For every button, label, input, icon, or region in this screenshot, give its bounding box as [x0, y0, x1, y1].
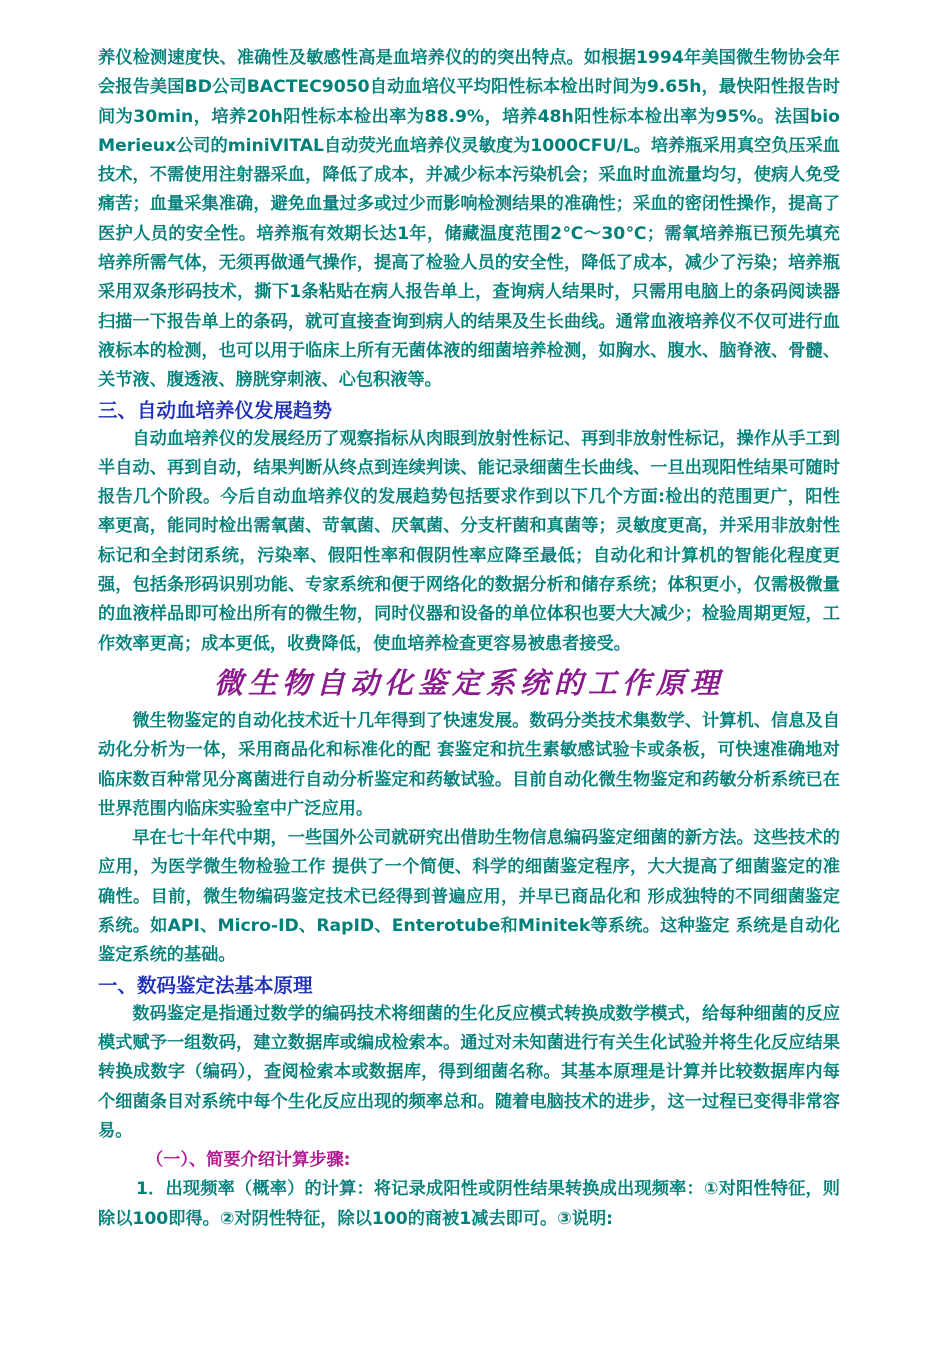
paragraph-blood-culture-features: 养仪检测速度快、准确性及敏感性高是血培养仪的的突出特点。如根据1994年美国微生物协会年会报告美国BD公司BACTEC9050自动血培仪平均阳性标本检出时间为9.65h，最快阳性报告时间为30min，培养20h阳性标本检出率为88.9%，培养48h阳性标本检出率为95%。法国bioMerieux公司的miniVITAL自动荧光血培养仪灵敏度为1000CFU/L。培养瓶采用真空负压采血技术，不需使用注射器采血，降低了成本，并减少标本污染机会；采血时血流量均匀，使病人免受痛苦；血量采集准确，避免血量过多或过少而影响检测结果的准确性；采血的密闭性操作，提高了医护人员的安全性。培养瓶有效期长达1年，储藏温度范围2℃～30℃；需氧培养瓶已预先填充培养所需气体，无须再做通气操作，提高了检验人员的安全性，降低了成本，减少了污染；培养瓶采用双条形码技术，撕下1条粘贴在病人报告单上，查询病人结果时，只需用电脑上的条码阅读器扫描一下报告单上的条码，就可直接查询到病人的结果及生长曲线。通常血液培养仪不仅可进行血液标本的检测，也可以用于临床上所有无菌体液的细菌培养检测，如胸水、腹水、脑脊液、骨髓、关节液、腹透液、膀胱穿刺液、心包积液等。: [98, 48, 840, 391]
paragraph-identification-intro: 微生物鉴定的自动化技术近十几年得到了快速发展。数码分类技术集数学、计算机、信息及自动化分析为一体，采用商品化和标准化的配 套鉴定和抗生素敏感试验卡或条板，可快速准确地对临床数百种常见分离菌进行自动分析鉴定和药敏试验。目前自动化微生物鉴定和药敏分析系统已在世界范围内临床实验室中广泛应用。: [98, 710, 840, 819]
page-title: 微生物自动化鉴定系统的工作原理: [213, 665, 724, 700]
section-heading-trends: 三、自动血培养仪发展趋势: [98, 398, 333, 422]
subheading-calculation-steps: （一）、简要介绍计算步骤:: [146, 1150, 351, 1171]
paragraph-coding-history: 早在七十年代中期，一些国外公司就研究出借助生物信息编码鉴定细菌的新方法。这些技术的应用，为医学微生物检验工作 提供了一个简便、科学的细菌鉴定程序，大大提高了细菌鉴定的准确性。目前，微生物编码鉴定技术已经得到普遍应用，并早已商品化和 形成独特的不同细菌鉴定系统。如API、Micro-ID、RapID、Enterotube和Minitek等系统。这种鉴定 系统是自动化鉴定系统的基础。: [98, 828, 840, 966]
paragraph-principle: 数码鉴定是指通过数学的编码技术将细菌的生化反应模式转换成数学模式，给每种细菌的反应模式赋予一组数码，建立数据库或编成检索本。通过对未知菌进行有关生化试验并将生化反应结果转换成数字（编码），查阅检索本或数据库，得到细菌名称。其基本原理是计算并比较数据库内每个细菌条目对系统中每个生化反应出现的频率总和。随着电脑技术的进步，这一过程已变得非常容易。: [98, 1003, 840, 1141]
section-heading-principle: 一、数码鉴定法基本原理: [98, 973, 313, 997]
paragraph-development-trends: 自动血培养仪的发展经历了观察指标从肉眼到放射性标记、再到非放射性标记，操作从手工到半自动、再到自动，结果判断从终点到连续判读、能记录细菌生长曲线、一旦出现阳性结果可随时报告几个阶段。今后自动血培养仪的发展趋势包括要求作到以下几个方面:检出的范围更广，阳性率更高，能同时检出需氧菌、苛氧菌、厌氧菌、分支杆菌和真菌等；灵敏度更高，并采用非放射性标记和全封闭系统，污染率、假阳性率和假阴性率应降至最低；自动化和计算机的智能化程度更强，包括条形码识别功能、专家系统和便于网络化的数据分析和储存系统；体积更小，仅需极微量的血液样品即可检出所有的微生物，同时仪器和设备的单位体积也要大大减少；检验周期更短，工作效率更高；成本更低，收费降低，使血培养检查更容易被患者接受。: [98, 428, 840, 654]
document-page: [98, 44, 840, 1234]
paragraph-frequency-calculation: 1．出现频率（概率）的计算：将记录成阳性或阴性结果转换成出现频率：①对阳性特征，则除以100即得。②对阴性特征，除以100的商被1减去即可。③说明:: [98, 1179, 840, 1229]
